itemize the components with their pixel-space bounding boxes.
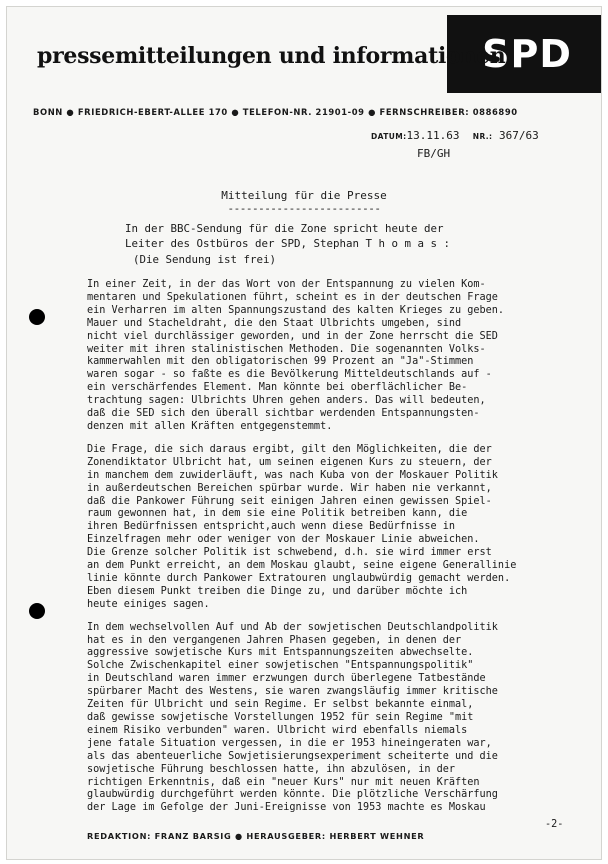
nr-value: 367/63 — [499, 129, 539, 142]
text-line: nicht viel durchlässiger geworden, und in der Zone herrscht die SED — [87, 330, 498, 342]
dateline — [371, 129, 539, 142]
text-line: Zonendiktator Ulbricht hat, um seinen eigenen Kurs zu steuern, der — [87, 456, 492, 468]
text-line: waren sogar - so faßte es die Bevölkerung Mitteldeutschlands auf - — [87, 369, 492, 381]
text-line: In einer Zeit, in der das Wort von der Entspannung zu vielen Kom- — [87, 279, 486, 290]
paragraph-2 — [87, 444, 595, 612]
text-line: ein Verharren im alten Spannungszustand des kalten Krieges zu geben. — [87, 304, 505, 316]
text-line: in Deutschland waren immer erzwungen durch überlegene Tatbestände — [87, 673, 486, 685]
text-line: glaubwürdig durchgeführt werden könnte. Die plötzliche Verschärfung — [87, 789, 498, 801]
text-line: ein verschärfendes Element. Man könnte bei oberflächlicher Be- — [87, 382, 468, 394]
text-line: einem Risiko verbunden" waren. Ulbricht wird ebenfalls niemals — [87, 724, 468, 736]
intro-block — [125, 221, 450, 251]
intro-line: Leiter des Ostbüros der SPD, Stephan T h o m a s : — [125, 237, 451, 250]
date-label: DATUM: — [371, 132, 407, 141]
text-line: Die Grenze solcher Politik ist schwebend, d.h. sie wird immer erst — [87, 547, 492, 559]
logo-text: SPD — [482, 32, 572, 76]
punch-hole-bottom — [29, 603, 45, 619]
text-line: Mauer und Stacheldraht, die den Staat Ulbrichts umgeben, sind — [87, 317, 462, 329]
text-line: hat es in den vergangenen Jahren Phasen gegeben, in denen der — [87, 634, 462, 646]
text-line: in außerdeutschen Bereichen spürbar wurde. Wir haben nie verkannt, — [87, 482, 492, 494]
text-line: der Lage im Gefolge der Juni-Ereignisse von 1953 machte es Moskau — [87, 802, 486, 814]
text-line: jene fatale Situation vergessen, in die er 1953 hineingeraten war, — [87, 737, 492, 749]
text-line: Eben diesem Punkt treiben die Dinge zu, und darüber möchte ich — [87, 585, 468, 597]
paragraph-1 — [87, 279, 595, 434]
document-title: Mitteilung für die Presse — [221, 189, 387, 202]
text-line: Zeiten für Ulbricht und sein Regime. Er selbst bekannte einmal, — [87, 699, 474, 711]
title-underline: ------------------------- — [227, 202, 381, 215]
text-line: spürbarer Macht des Westens, sie waren zwangsläufig immer kritische — [87, 686, 498, 698]
text-line: sowjetische Führung beschlossen hatte, ihn abzulösen, in der — [87, 763, 456, 775]
text-line: Die Frage, die sich daraus ergibt, gilt den Möglichkeiten, die der — [87, 443, 492, 455]
editorial-footer: REDAKTION: FRANZ BARSIG ● HERAUSGEBER: HERBERT WEHNER — [87, 831, 425, 841]
text-line: daß gewisse sowjetische Vorstellungen 1952 für sein Regime "mit — [87, 712, 474, 723]
text-line: an dem Punkt erreicht, an dem Moskau glaubt, seine eigene Generallinie — [87, 560, 517, 572]
paragraph-3 — [87, 622, 595, 816]
text-line: linie könnte durch Pankower Extratouren unglaubwürdig gemacht werden. — [87, 572, 511, 584]
text-line: mentaren und Spekulationen führt, scheint es in der deutschen Frage — [87, 291, 498, 303]
text-line: denzen mit allen Kräften entgegenstemmt. — [87, 420, 333, 432]
text-line: Einzelfragen mehr oder weniger von der Moskauer Linie abweichen. — [87, 534, 480, 546]
address-line: BONN ● FRIEDRICH-EBERT-ALLEE 170 ● TELEFON-NR. 21901-09 ● FERNSCHREIBER: 0886890 — [33, 107, 518, 117]
text-line: heute einiges sagen. — [87, 598, 210, 610]
punch-hole-top — [29, 309, 45, 325]
intro-line: In der BBC-Sendung für die Zone spricht heute der — [125, 222, 444, 235]
text-line: weiter mit ihren stalinistischen Methoden. Die sogenannten Volks- — [87, 343, 486, 355]
text-line: kammerwahlen mit den obligatorischen 99 Prozent an "Ja"-Stimmen — [87, 356, 474, 368]
nr-label: NR.: — [472, 132, 493, 141]
text-line: richtigen Erkenntnis, daß ein "neuer Kurs" nur mit neuen Kräften — [87, 776, 480, 788]
text-line: raum gewonnen hat, in dem sie eine Politik betreiben kann, die — [87, 508, 468, 520]
date-value: 13.11.63 — [406, 129, 460, 142]
text-line: Solche Zwischenkapitel einer sowjetischen "Entspannungspolitik" — [87, 660, 474, 672]
author-initials: FB/GH — [417, 147, 451, 160]
document-page — [6, 6, 602, 860]
body-text — [87, 279, 595, 825]
text-line: trachtung sagen: Ulbrichts Uhren gehen anders. Das will bedeuten, — [87, 395, 486, 407]
text-line: aggressive sowjetische Kurs mit Entspannungszeiten abwechselte. — [87, 647, 474, 659]
text-line: In dem wechselvollen Auf und Ab der sowjetischen Deutschlandpolitik — [87, 621, 498, 633]
text-line: daß die Pankower Führung seit einigen Jahren einen gewissen Spiel- — [87, 495, 492, 507]
text-line: ihren Bedürfnissen entspricht,auch wenn diese Bedürfnisse in — [87, 521, 456, 533]
text-line: daß die SED sich den überall sichtbar werdenden Entspannungsten- — [87, 408, 480, 420]
text-line: als das abenteuerliche Sowjetisierungsexperiment scheiterte und die — [87, 750, 498, 762]
text-line: in manchem dem zuwiderläuft, was nach Kuba von der Moskauer Politik — [87, 469, 498, 481]
release-note: (Die Sendung ist frei) — [133, 253, 277, 266]
masthead-title: pressemitteilungen und informationen — [37, 43, 506, 69]
page-continuation-mark: -2- — [545, 819, 564, 830]
